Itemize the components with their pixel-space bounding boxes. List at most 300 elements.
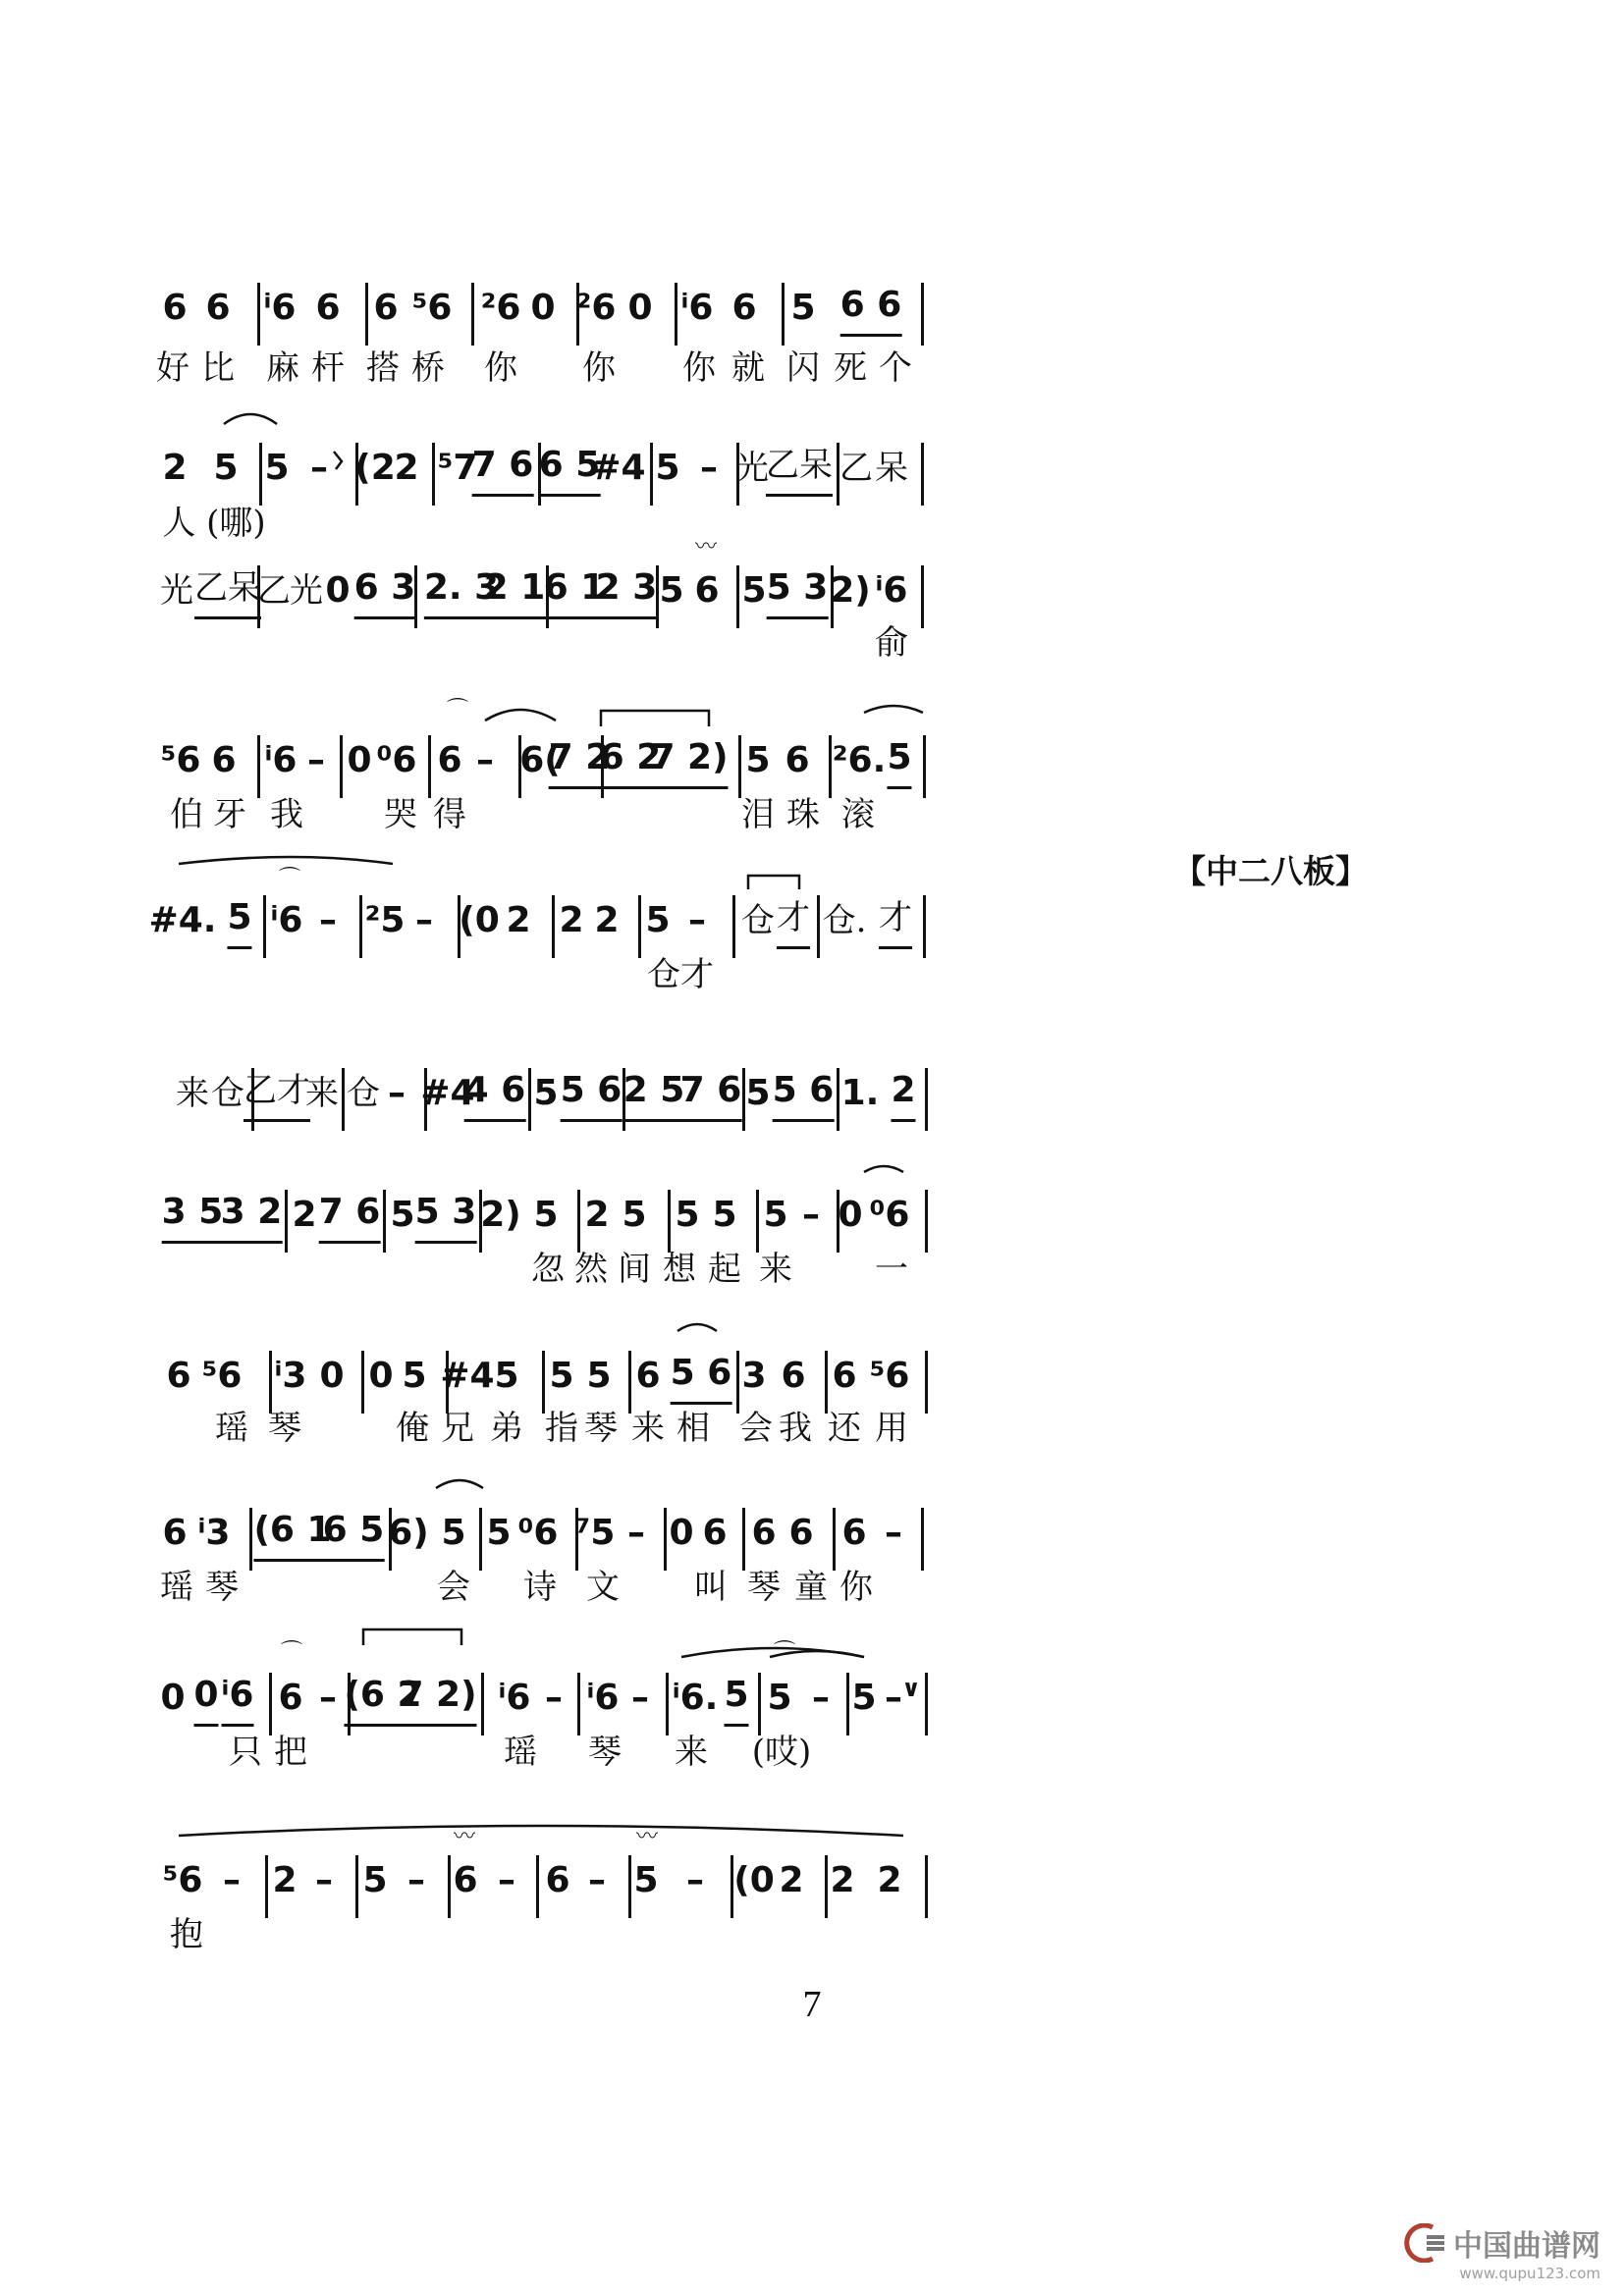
barline: [921, 443, 924, 506]
note: 0: [347, 740, 372, 780]
note: 2: [830, 1860, 855, 1900]
note: 6: [788, 1513, 814, 1553]
barline: [257, 735, 260, 798]
barline: [359, 895, 362, 958]
note: –: [307, 740, 325, 780]
note: ⁵6: [160, 740, 201, 780]
note: 6: [162, 1513, 188, 1553]
note-group: 2 3: [596, 560, 658, 619]
barline: [829, 735, 832, 798]
barline: [925, 1190, 928, 1253]
note: #4.: [148, 900, 217, 940]
barline: [577, 1673, 580, 1735]
staff-line-7: [0, 1184, 1624, 1247]
barline: [925, 1855, 928, 1918]
note-group: 6 5: [323, 1502, 385, 1562]
barline: [925, 1068, 928, 1131]
note: 2: [877, 1860, 902, 1900]
percussion: 光: [160, 571, 193, 611]
note-group: 7 2): [650, 729, 728, 789]
staff-line-11: [0, 1849, 1624, 1912]
note: 0: [325, 570, 351, 611]
lyric: 好: [156, 348, 189, 388]
note: ⁷5: [574, 1513, 616, 1553]
note-group: 6 5: [539, 437, 601, 497]
note: ⁱ6: [263, 288, 297, 328]
staff-line-2: [0, 437, 1624, 500]
barline: [269, 1673, 272, 1735]
fermata: ⌒: [281, 1640, 303, 1665]
lyric: 珠: [786, 795, 820, 834]
note: 6: [781, 1356, 806, 1396]
lyric: 然: [574, 1250, 608, 1289]
note: #4: [440, 1356, 495, 1396]
staff-line-10: [0, 1667, 1624, 1730]
note: 2: [779, 1860, 804, 1900]
note: –: [407, 1860, 425, 1900]
fermata: ⌒: [279, 867, 301, 891]
note-group: 5 3: [415, 1184, 477, 1244]
note: ⁱ3: [197, 1513, 231, 1553]
lyric-line-9: [0, 1563, 1624, 1612]
note: –: [688, 900, 706, 940]
percussion: 乙: [257, 571, 291, 611]
note: 2: [394, 448, 419, 488]
barline: [432, 443, 435, 506]
note: 5: [227, 889, 251, 949]
percussion: 光: [290, 571, 323, 611]
note-group: 7 2: [549, 729, 611, 789]
barline: [265, 1855, 268, 1918]
note: 5: [633, 1860, 659, 1900]
note-group: 5 6: [671, 1345, 732, 1405]
lyric-line-5: [0, 950, 1624, 999]
percussion: 来: [176, 1074, 209, 1113]
ornament: 〰: [636, 1825, 659, 1849]
lyric: 琴: [584, 1409, 618, 1448]
note: ⁰6: [869, 1195, 910, 1235]
note: –: [415, 900, 433, 940]
note: 6: [841, 1513, 867, 1553]
lyric: 来: [759, 1250, 792, 1289]
watermark-url: www.qupu123.com: [1459, 2265, 1600, 2282]
note: 5: [655, 448, 680, 488]
note: 2: [891, 1062, 915, 1122]
lyric: 来: [675, 1733, 708, 1772]
percussion: 乙呆: [766, 437, 833, 497]
slur: [864, 1166, 903, 1172]
lyric: 来: [631, 1409, 665, 1448]
note: 5: [887, 729, 911, 789]
lyric: 哭: [384, 795, 417, 834]
note: 0: [669, 1513, 694, 1553]
lyric: 牙: [213, 795, 246, 834]
site-logo-icon: [1403, 2223, 1448, 2263]
barline: [536, 1855, 539, 1918]
lyric: 瑶: [215, 1409, 248, 1448]
lyric-line-2: [0, 499, 1624, 548]
note: ²6: [480, 288, 521, 328]
lyric: 搭: [366, 348, 400, 388]
fermata: ⌒: [447, 698, 469, 722]
lyric-line-4: [0, 790, 1624, 839]
note: –: [223, 1860, 241, 1900]
barline: [479, 1508, 482, 1571]
note: 5: [441, 1513, 466, 1553]
staff-line-1: [0, 277, 1624, 340]
breath-mark: ∨: [901, 1675, 921, 1702]
note: –: [631, 1678, 649, 1718]
lyric: 死: [834, 348, 867, 388]
lyric: 抱: [170, 1915, 203, 1954]
note: (2: [354, 448, 396, 488]
note: ⁱ6: [680, 288, 714, 328]
lyric: 叫: [694, 1568, 728, 1607]
note: #4: [420, 1073, 475, 1113]
note: –: [700, 448, 718, 488]
note: 6: [166, 1356, 191, 1396]
note: 5: [533, 1195, 559, 1235]
barline: [921, 283, 924, 346]
note: (0: [733, 1860, 775, 1900]
lyric: 还: [828, 1409, 861, 1448]
barline: [817, 895, 820, 958]
ornament: 〰: [454, 1825, 476, 1849]
barline: [263, 895, 266, 958]
note: 2: [594, 900, 620, 940]
note: 2: [584, 1195, 610, 1235]
note: ²6: [575, 288, 617, 328]
note: 0: [530, 288, 556, 328]
note: 2): [830, 570, 871, 611]
note-group: 2 1: [484, 560, 546, 619]
note: (0: [459, 900, 500, 940]
lyric: 你: [839, 1568, 873, 1607]
lyric: 诗: [523, 1568, 557, 1607]
lyric: 文: [586, 1568, 620, 1607]
percussion: 来: [305, 1074, 339, 1113]
percussion: 光: [735, 449, 769, 488]
barline: [552, 895, 555, 958]
lyric: 瑶: [160, 1568, 193, 1607]
lyric: 相: [677, 1409, 710, 1448]
note: 0: [160, 1678, 186, 1718]
lyric: 杆: [311, 348, 345, 388]
note: 6: [751, 1513, 777, 1553]
percussion: 乙呆: [194, 560, 261, 619]
slur: [770, 1651, 864, 1657]
percussion: 乙才: [244, 1062, 310, 1122]
note: 5: [790, 288, 816, 328]
barline: [732, 895, 735, 958]
note: 5: [390, 1195, 415, 1235]
note: #4: [591, 448, 646, 488]
lyric: 会: [739, 1409, 773, 1448]
barline: [833, 1508, 836, 1571]
lyric: 闪: [786, 348, 820, 388]
lyric: 仓: [647, 955, 680, 994]
note: 5: [767, 1678, 792, 1718]
barline: [668, 1190, 671, 1253]
lyric-line-7: [0, 1245, 1624, 1294]
barline: [675, 283, 677, 346]
note: 5: [622, 1195, 647, 1235]
barline: [666, 1673, 669, 1735]
note-group: 5 3: [767, 560, 829, 619]
lyric: 指: [545, 1409, 578, 1448]
note: ⁱ6: [586, 1678, 620, 1718]
note-group: (6 1: [253, 1502, 331, 1562]
staff-line-6: [0, 1062, 1624, 1125]
barline: [448, 1855, 451, 1918]
bracket: [748, 876, 799, 889]
note: 6: [315, 288, 341, 328]
note: 5: [362, 1860, 388, 1900]
staff-line-8: [0, 1345, 1624, 1408]
lyric-line-10: [0, 1728, 1624, 1777]
lyric: 俞: [875, 623, 908, 663]
lyric: 想: [663, 1250, 696, 1289]
note: 6: [832, 1356, 857, 1396]
note: ⁵6: [201, 1356, 243, 1396]
note-group: 3 5: [162, 1184, 224, 1244]
note: 5: [486, 1513, 512, 1553]
lyric: (哎): [751, 1733, 812, 1772]
note: ⁱ6.: [672, 1678, 719, 1718]
lyric: 忽: [531, 1250, 565, 1289]
note: –: [388, 1073, 406, 1113]
barline: [638, 895, 641, 958]
note: 5: [741, 570, 767, 611]
note: 5: [586, 1356, 612, 1396]
note-group: 7 6: [319, 1184, 381, 1244]
lyric: 只: [229, 1733, 262, 1772]
note: –: [885, 1513, 902, 1553]
lyric: 瑶: [504, 1733, 537, 1772]
note: 5: [659, 570, 684, 611]
slur: [864, 706, 923, 713]
note: 6): [388, 1513, 429, 1553]
note: ⁱ6: [875, 570, 908, 611]
barline: [628, 1855, 631, 1918]
note: 5: [675, 1195, 700, 1235]
lyric: 用: [875, 1409, 908, 1448]
barline: [257, 283, 260, 346]
note: ⁱ6: [270, 900, 303, 940]
note: –: [627, 1513, 645, 1553]
note: ⁱ6: [222, 1667, 254, 1727]
staff-line-5: [0, 889, 1624, 952]
note: 2: [162, 448, 188, 488]
note-group: 6 2: [600, 729, 662, 789]
note: 2: [506, 900, 531, 940]
note: 6: [205, 288, 231, 328]
note: 2: [272, 1860, 298, 1900]
note: –: [885, 1678, 902, 1718]
note: ⁰6: [517, 1513, 559, 1553]
note: –: [686, 1860, 704, 1900]
note: 0: [193, 1667, 218, 1727]
note: ⁱ6: [498, 1678, 531, 1718]
note: 6: [162, 288, 188, 328]
note: 3: [741, 1356, 767, 1396]
slur: [485, 710, 556, 721]
fermata: ⌒: [774, 1640, 796, 1665]
note: 6: [373, 288, 399, 328]
percussion: 仓: [347, 1074, 380, 1113]
note: –: [319, 900, 337, 940]
barline: [365, 283, 368, 346]
lyric-line-11: [0, 1910, 1624, 1959]
note-group: 3 2: [221, 1184, 283, 1244]
note: 6: [785, 740, 810, 780]
note-group: 2. 3: [424, 560, 499, 619]
note: 6: [731, 288, 757, 328]
note-group: (6 2: [344, 1667, 421, 1727]
slur: [179, 1826, 903, 1836]
lyric: 琴: [205, 1568, 239, 1607]
barline: [837, 1068, 839, 1131]
note: –: [315, 1860, 333, 1900]
note: 5: [494, 1356, 519, 1396]
lyric: 起: [708, 1250, 741, 1289]
lyric: 兄: [441, 1409, 474, 1448]
lyric: 童: [794, 1568, 828, 1607]
note: 6: [453, 1860, 478, 1900]
lyric-line-8: [0, 1404, 1624, 1453]
lyric: 就: [731, 348, 765, 388]
barline: [383, 1190, 386, 1253]
lyric: 比: [201, 348, 235, 388]
lyric: 你: [682, 348, 716, 388]
note: 6: [694, 570, 720, 611]
note: 5: [851, 1678, 877, 1718]
barline: [758, 1673, 761, 1735]
note-group: 7 2): [399, 1667, 476, 1727]
note: –: [588, 1860, 606, 1900]
ornament: 〰: [695, 535, 718, 560]
note: 2: [292, 1195, 317, 1235]
bracket: [363, 1629, 461, 1645]
lyric: 你: [582, 348, 616, 388]
note: –: [802, 1195, 820, 1235]
barline: [846, 1673, 849, 1735]
note: ⁵6: [411, 288, 453, 328]
note: 2: [559, 900, 584, 940]
lyric: 我: [779, 1409, 812, 1448]
barline: [756, 1190, 759, 1253]
note: 5: [264, 448, 290, 488]
lyric: 琴: [588, 1733, 622, 1772]
note: 5: [645, 900, 671, 940]
slur: [179, 857, 393, 864]
slur: [436, 1480, 483, 1488]
barline: [825, 1855, 828, 1918]
lyric: 琴: [268, 1409, 301, 1448]
note-group: 7 6: [472, 437, 534, 497]
lyric: 泪: [741, 795, 775, 834]
note: ⁱ6: [264, 740, 298, 780]
barline: [738, 735, 741, 798]
note: ⁰6: [376, 740, 417, 780]
note: 0: [627, 288, 653, 328]
note: 5: [745, 1073, 771, 1113]
note: 5: [402, 1356, 427, 1396]
note: 6: [278, 1678, 303, 1718]
barline: [923, 895, 926, 958]
barline: [285, 1190, 288, 1253]
note: 6: [702, 1513, 728, 1553]
note: 2): [480, 1195, 521, 1235]
barline: [925, 1673, 928, 1735]
note: 6(: [519, 740, 561, 780]
barline: [428, 735, 431, 798]
barline: [481, 1673, 484, 1735]
note-group: 2 5: [623, 1062, 685, 1122]
barline: [921, 1508, 924, 1571]
lyric: 伯: [170, 795, 203, 834]
barline: [782, 283, 785, 346]
barline: [742, 1508, 745, 1571]
note: –: [476, 740, 494, 780]
percussion: 仓: [741, 901, 775, 940]
staff-line-4: [0, 729, 1624, 792]
section-label: 【中二八板】: [1173, 852, 1368, 890]
lyric: 间: [618, 1250, 651, 1289]
note-group: 6 6: [840, 277, 902, 337]
note: 0: [319, 1356, 345, 1396]
barline: [259, 443, 262, 506]
staff-line-3: [0, 560, 1624, 622]
note: ²5: [364, 900, 406, 940]
note: –: [310, 448, 328, 488]
lyric: 麻: [266, 348, 299, 388]
note: 0: [838, 1195, 863, 1235]
barline: [650, 443, 653, 506]
barline: [340, 735, 343, 798]
staff-line-9: [0, 1502, 1624, 1565]
lyric: 弟: [490, 1409, 523, 1448]
lyric: 滚: [841, 795, 875, 834]
lyric: 人 (哪): [162, 504, 266, 543]
note: 5: [763, 1195, 788, 1235]
note: 0: [368, 1356, 394, 1396]
note-group: 6 3: [354, 560, 416, 619]
note: ⁵6: [869, 1356, 910, 1396]
note-group: 6 1: [544, 560, 606, 619]
note: 5: [213, 448, 239, 488]
barline: [923, 735, 926, 798]
lyric: 得: [433, 795, 466, 834]
note: 5: [533, 1073, 559, 1113]
note: –: [319, 1678, 337, 1718]
lyric: 我: [270, 795, 303, 834]
note-group: 7 6: [680, 1062, 742, 1122]
note: 5: [712, 1195, 737, 1235]
note-group: 5 6: [773, 1062, 835, 1122]
note-group: 5 6: [561, 1062, 623, 1122]
lyric: 才: [680, 955, 714, 994]
note: 6: [635, 1356, 661, 1396]
note: –: [812, 1678, 830, 1718]
note: 6: [545, 1860, 570, 1900]
note-group: 4 6: [464, 1062, 526, 1122]
lyric: 俺: [396, 1409, 429, 1448]
note: 5: [724, 1667, 748, 1727]
note: 6: [211, 740, 237, 780]
lyric-line-1: [0, 344, 1624, 393]
lyric: 个: [879, 348, 912, 388]
